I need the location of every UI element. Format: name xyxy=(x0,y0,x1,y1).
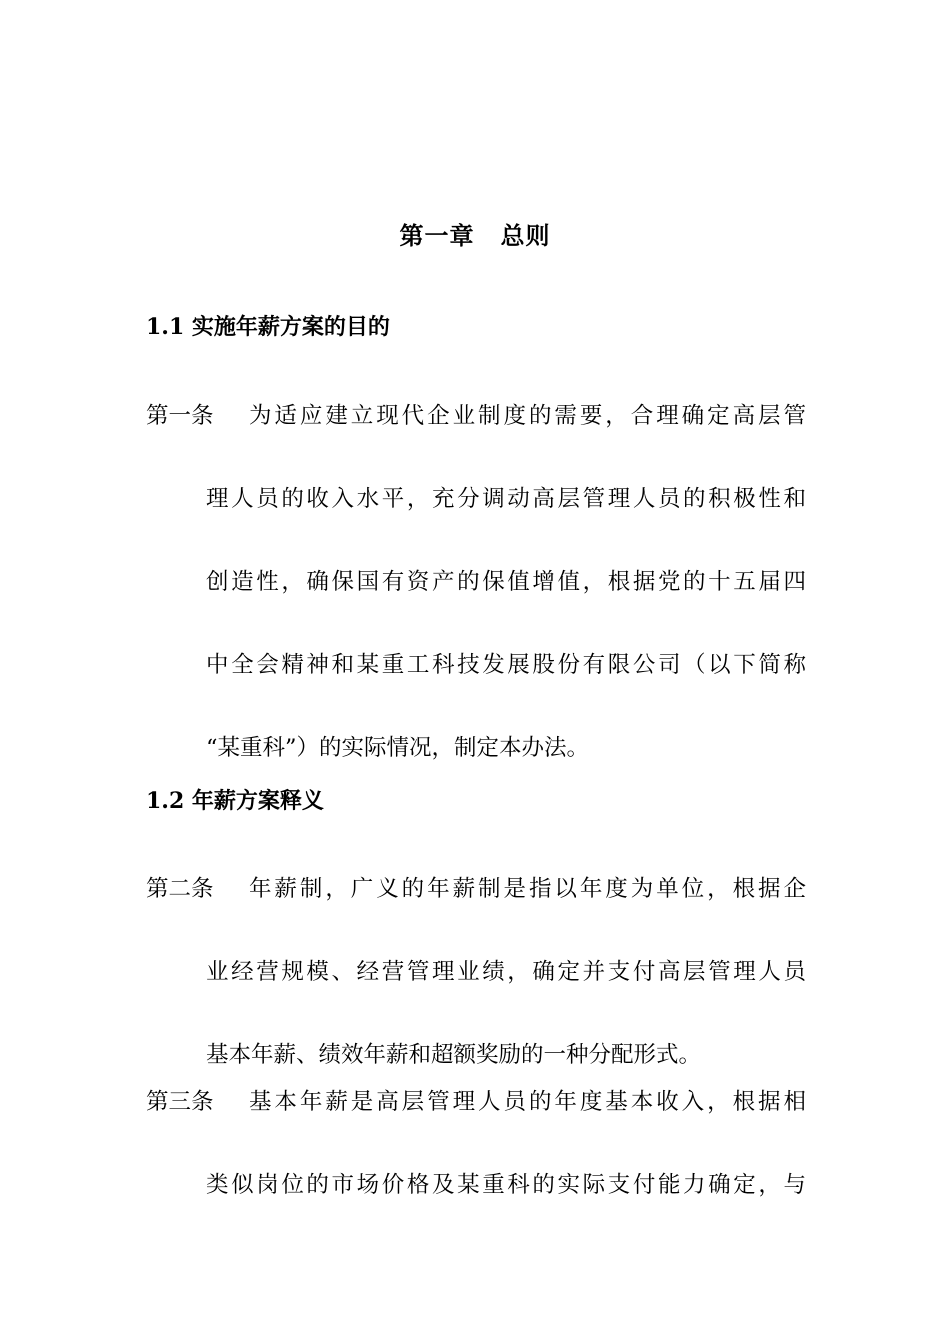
article-line xyxy=(146,645,806,685)
article-line xyxy=(146,479,806,519)
article-line xyxy=(146,728,806,768)
chapter-name: 总则 xyxy=(500,221,551,250)
article-line xyxy=(146,952,806,992)
section-heading-1-1: 1.1 实施年薪方案的目的 xyxy=(146,314,390,340)
article-label: 第一条 xyxy=(146,403,214,429)
article-text: 基本年薪是高层管理人员的年度基本收入，根据相 xyxy=(246,1089,806,1115)
article-text: 创造性，确保国有资产的保值增值，根据党的十五届四 xyxy=(206,569,806,595)
article-text: 基本年薪、绩效年薪和超额奖励的一种分配形式。 xyxy=(206,1042,702,1068)
article-label: 第三条 xyxy=(146,1089,214,1115)
article-2 xyxy=(146,869,806,1075)
article-line xyxy=(146,396,806,436)
article-line xyxy=(146,1035,806,1075)
article-text: 类似岗位的市场价格及某重科的实际支付能力确定，与 xyxy=(206,1172,806,1198)
article-text: 年薪制，广义的年薪制是指以年度为单位，根据企 xyxy=(246,876,806,902)
article-text: 为适应建立现代企业制度的需要，合理确定高层管 xyxy=(246,403,806,429)
article-line xyxy=(146,869,806,909)
article-line xyxy=(146,562,806,602)
chapter-number: 第一章 xyxy=(399,221,475,250)
article-text: 业经营规模、经营管理业绩，确定并支付高层管理人员 xyxy=(206,959,806,985)
article-3 xyxy=(146,1082,806,1205)
article-line xyxy=(146,1082,806,1122)
chapter-title xyxy=(0,218,950,254)
article-line xyxy=(146,1165,806,1205)
article-text: 中全会精神和某重工科技发展股份有限公司（以下简称 xyxy=(206,652,806,678)
article-1 xyxy=(146,396,806,768)
article-text: 理人员的收入水平，充分调动高层管理人员的积极性和 xyxy=(206,486,806,512)
article-label: 第二条 xyxy=(146,876,214,902)
section-heading-1-2: 1.2 年薪方案释义 xyxy=(146,788,324,814)
article-text: “某重科”）的实际情况，制定本办法。 xyxy=(206,735,590,761)
